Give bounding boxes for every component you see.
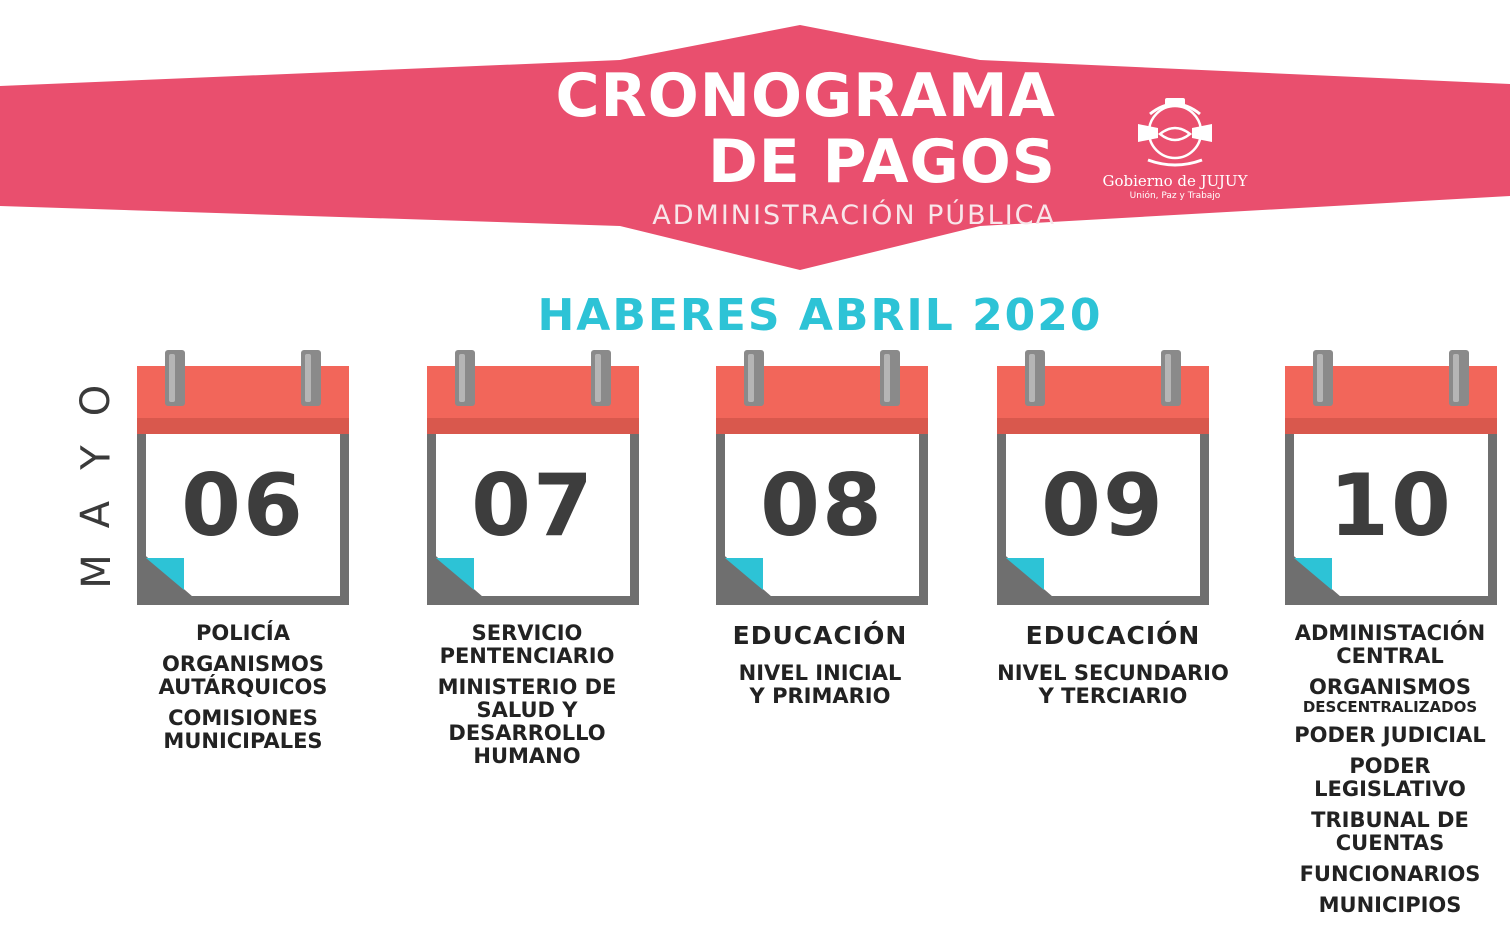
title-line-1: CRONOGRAMA: [555, 61, 1056, 131]
description-line: PODER: [1349, 753, 1431, 778]
binder-ring-icon: [880, 350, 900, 406]
description-line: LEGISLATIVO: [1314, 776, 1466, 801]
description-line: MINISTERIO DE: [437, 675, 617, 700]
calendar-day-09: [997, 350, 1209, 605]
logo-name: Gobierno de JUJUY: [1102, 172, 1248, 190]
period-heading: HABERES ABRIL 2020: [537, 290, 1103, 341]
binder-ring-icon: [301, 350, 321, 406]
binder-ring-icon: [1025, 350, 1045, 406]
page-fold-icon: [725, 556, 771, 596]
month-label: [75, 372, 119, 600]
day-number: 10: [1329, 456, 1453, 556]
description-line: Y PRIMARIO: [749, 683, 891, 708]
description-line: ORGANISMOS: [1309, 675, 1471, 700]
description-line: CENTRAL: [1336, 644, 1444, 669]
description-line: EDUCACIÓN: [1025, 621, 1201, 650]
page-fold-icon: [436, 556, 482, 596]
page-title: [555, 61, 1057, 231]
binder-ring-icon: [1161, 350, 1181, 406]
government-logo: [1090, 92, 1260, 212]
description-line: PODER JUDICIAL: [1294, 722, 1486, 747]
month-letter: M: [73, 554, 120, 589]
binder-ring-icon: [1449, 350, 1469, 406]
day-description: [690, 622, 950, 708]
description-line: ADMINISTACIÓN: [1294, 621, 1486, 645]
calendar-day-06: [137, 350, 349, 605]
binder-ring-icon: [744, 350, 764, 406]
description-line: SALUD Y: [476, 698, 578, 723]
day-description: [1260, 622, 1510, 917]
description-line: POLICÍA: [196, 621, 290, 645]
day-number: 06: [181, 456, 305, 556]
title-subline: ADMINISTRACIÓN PÚBLICA: [652, 200, 1056, 231]
calendar-day-10: [1285, 350, 1497, 605]
description-line: ORGANISMOS: [162, 652, 324, 677]
day-number: 08: [760, 456, 884, 556]
binder-ring-icon: [1313, 350, 1333, 406]
page-fold-icon: [1006, 556, 1052, 596]
description-line: AUTÁRQUICOS: [158, 675, 328, 700]
month-letter: O: [73, 384, 120, 417]
description-line: SERVICIO: [471, 621, 583, 645]
handshake-emblem-icon: [1120, 92, 1230, 170]
description-line: NIVEL INICIAL: [738, 660, 902, 685]
description-line: TRIBUNAL DE: [1311, 808, 1469, 833]
description-line: CUENTAS: [1335, 831, 1445, 856]
description-line: DESCENTRALIZADOS: [1302, 698, 1478, 717]
description-line: HUMANO: [473, 744, 581, 769]
description-line: PENTENCIARIO: [439, 644, 615, 669]
title-line-2: DE PAGOS: [707, 127, 1056, 197]
day-description: [113, 622, 373, 753]
description-line: Y TERCIARIO: [1038, 683, 1188, 708]
day-description: [397, 622, 657, 769]
logo-motto: Unión, Paz y Trabajo: [1129, 191, 1221, 201]
page-fold-icon: [1294, 556, 1340, 596]
description-line: MUNICIPALES: [163, 729, 323, 754]
description-line: FUNCIONARIOS: [1299, 862, 1481, 887]
month-letter: Y: [73, 445, 120, 470]
month-letter: A: [73, 500, 120, 529]
binder-ring-icon: [165, 350, 185, 406]
calendar-day-07: [427, 350, 639, 605]
day-description: [983, 622, 1243, 708]
description-line: DESARROLLO: [448, 721, 606, 746]
description-line: NIVEL SECUNDARIO: [997, 660, 1229, 685]
day-number: 09: [1041, 456, 1165, 556]
day-number: 07: [471, 456, 595, 556]
description-line: MUNICIPIOS: [1318, 893, 1462, 918]
page-fold-icon: [146, 556, 192, 596]
binder-ring-icon: [455, 350, 475, 406]
calendar-day-08: [716, 350, 928, 605]
binder-ring-icon: [591, 350, 611, 406]
description-line: COMISIONES: [168, 706, 318, 731]
description-line: EDUCACIÓN: [732, 621, 908, 650]
